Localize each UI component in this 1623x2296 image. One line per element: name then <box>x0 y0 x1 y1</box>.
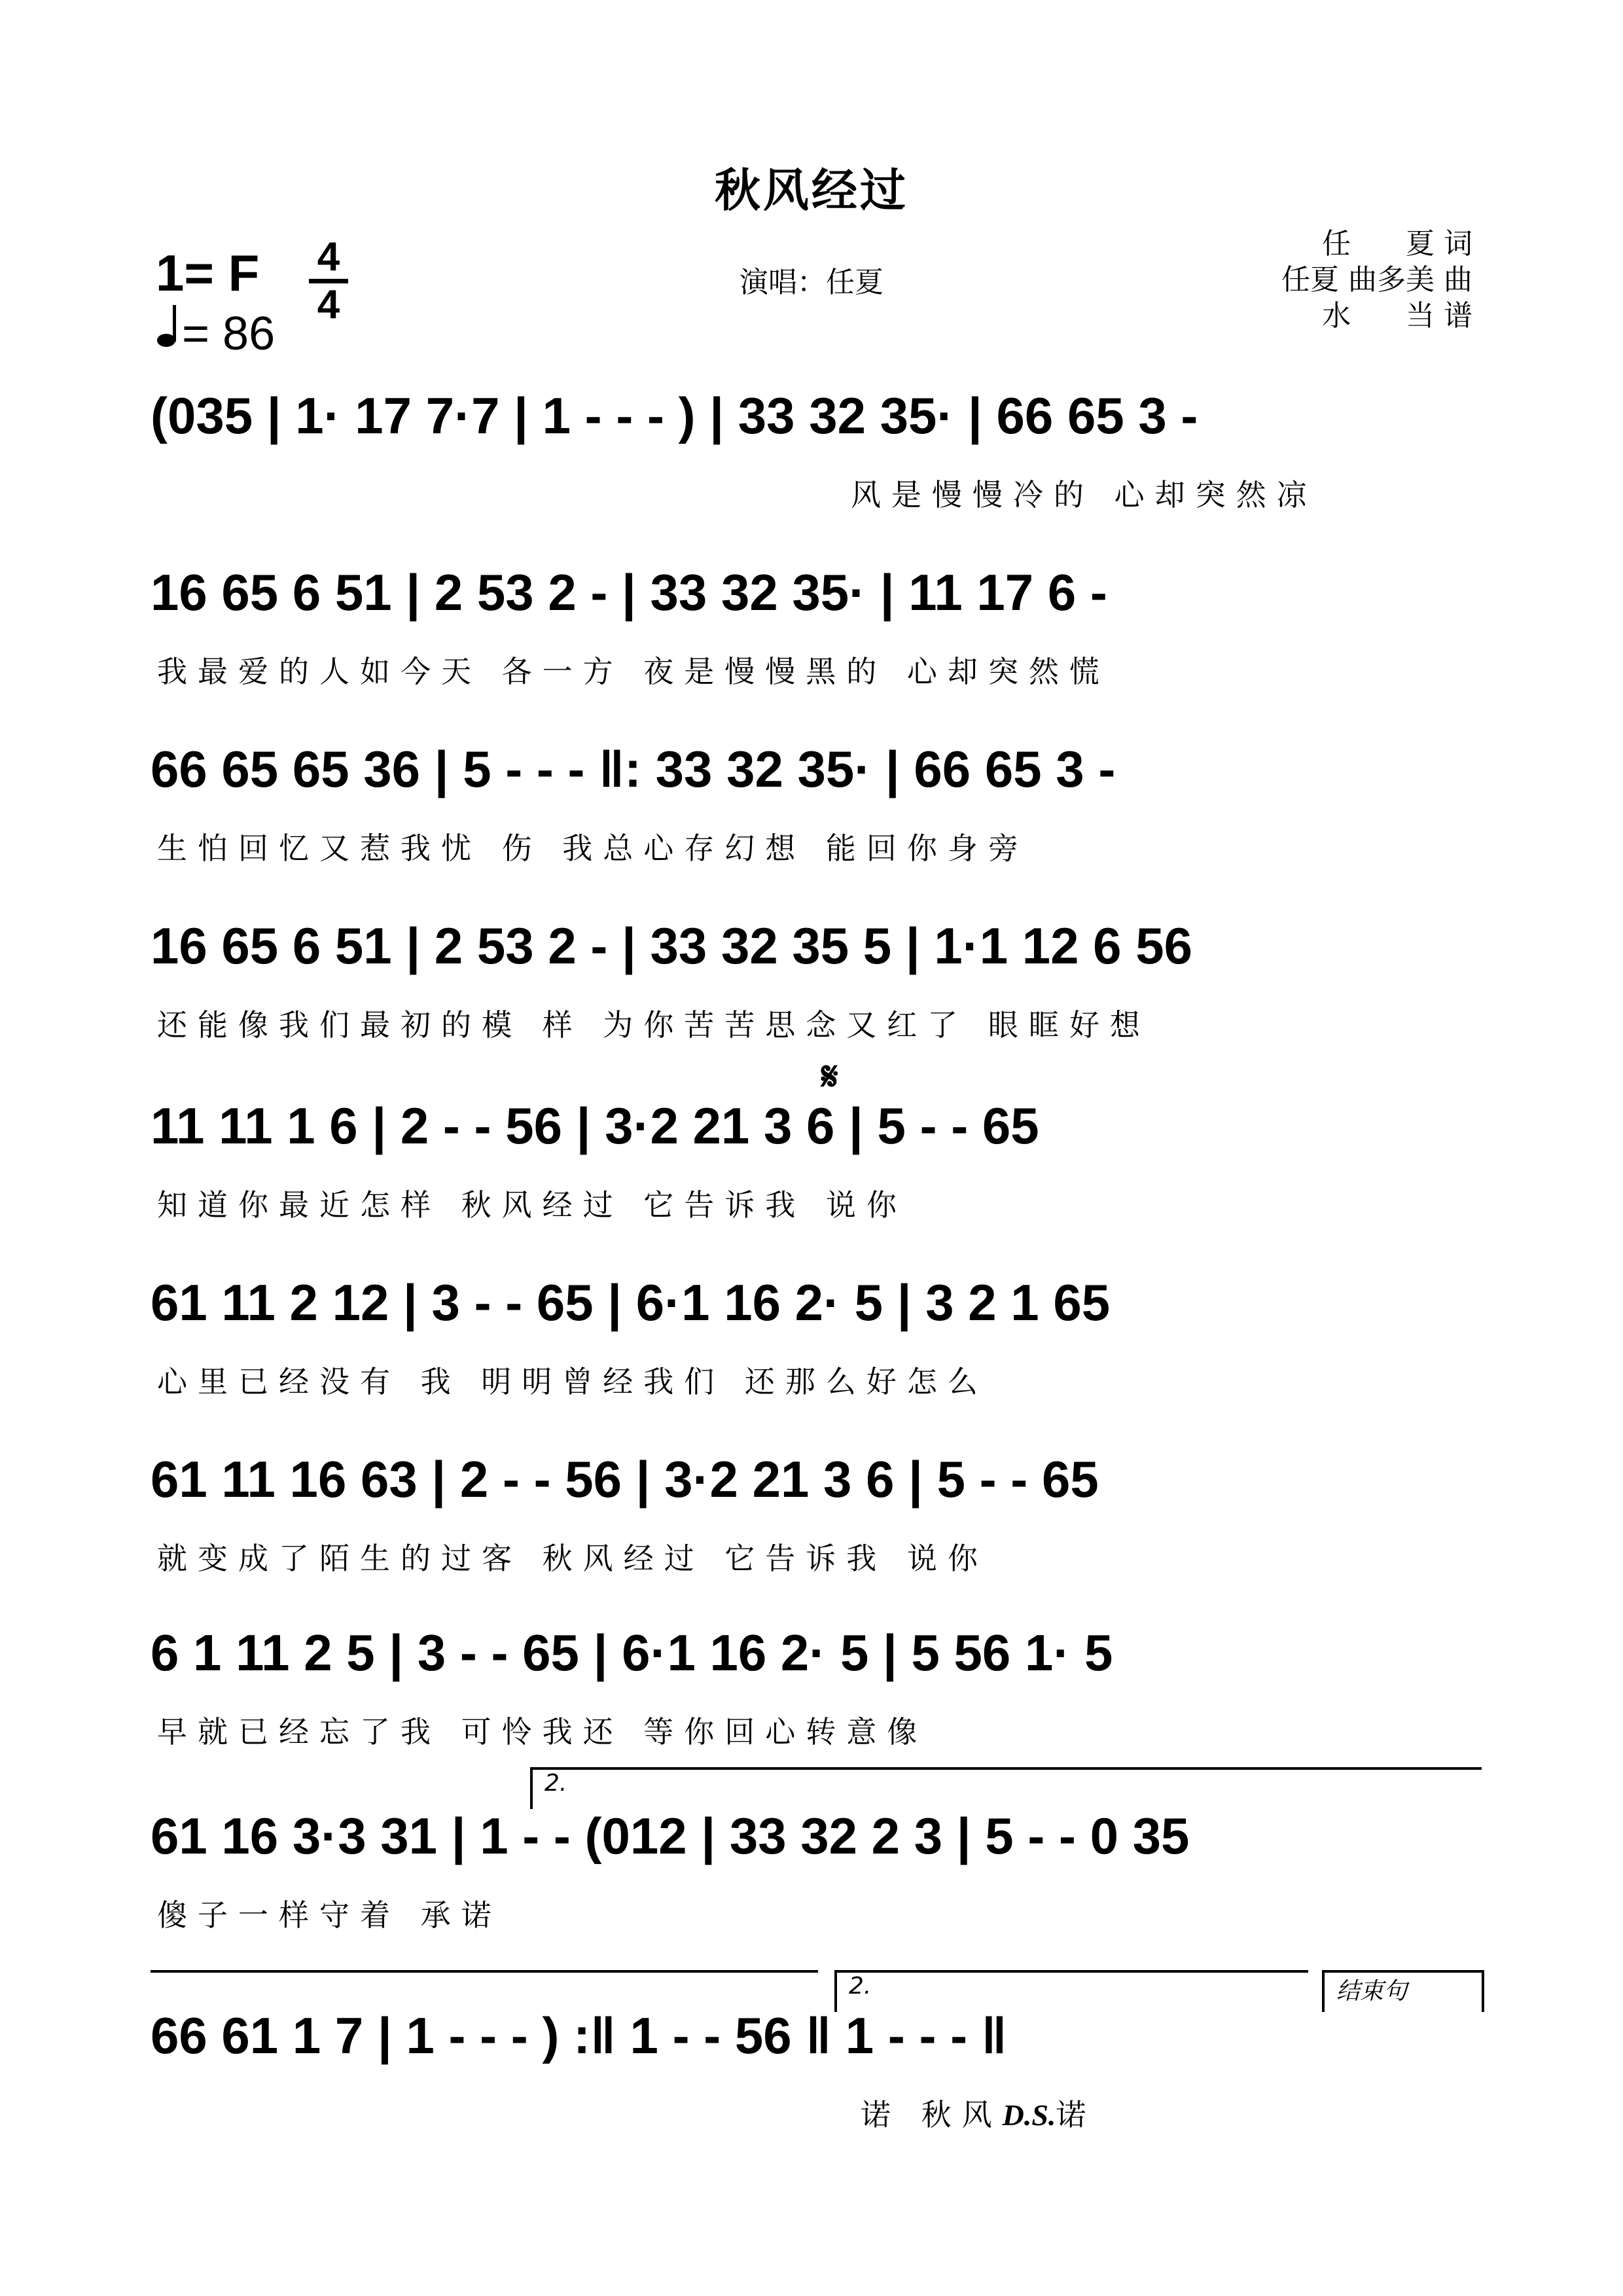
notes-line: 66 65 65 36 | 5 - - - ‖: 33 32 35· | 66 65 3 - <box>151 740 1116 798</box>
tempo-marking <box>156 302 275 361</box>
lyrics-line: 我最爱的人如今天 各一方 夜是慢慢黑的 心却突然慌 <box>157 654 1110 689</box>
credits <box>1281 226 1472 334</box>
volta-label: 结束句 <box>1336 1978 1408 2005</box>
notes-line: (035 | 1· 17 7·7 | 1 - - - ) | 33 32 35· | 66 65 3 - <box>151 387 1198 444</box>
lyrics-line: 生怕回忆又惹我忧 伤 我总心存幻想 能回你身旁 <box>157 831 1029 866</box>
volta-label: 2. <box>849 1973 872 2000</box>
notes-line: 66 61 1 7 | 1 - - - ) :‖ 1 - - 56 ‖ 1 - - - ‖ <box>151 2007 1007 2064</box>
lyrics-line: 傻子一样守着 承诺 <box>157 1897 502 1933</box>
lyrics-line: 风是慢慢冷的 心却突然凉 <box>851 477 1317 512</box>
score-row-5 <box>151 1054 1479 1260</box>
score-row-9 <box>151 1770 1479 1970</box>
credit-music: 任夏 曲多美 曲 <box>1281 263 1472 296</box>
volta-label: 2. <box>544 1770 567 1797</box>
lyrics-line: 早就已经忘了我 可怜我还 等你回心转意像 <box>157 1714 928 1749</box>
notes-line: 16 65 6 51 | 2 53 2 - | 33 32 35· | 11 17 6 - <box>151 564 1107 621</box>
notes-line: 61 16 3·3 31 | 1 - - (012 | 33 32 2 3 | 5 - - 0 35 <box>151 1807 1190 1865</box>
lyrics-line: 知道你最近怎样 秋风经过 它告诉我 说你 <box>157 1187 907 1223</box>
notes-line: 6 1 11 2 5 | 3 - - 65 | 6·1 16 2· 5 | 5 56 1· 5 <box>151 1624 1113 1681</box>
key-signature: 1= F <box>156 244 260 302</box>
time-signature-top: 4 <box>317 234 340 279</box>
lyrics-end: 诺 <box>1056 2097 1097 2132</box>
score-row-10 <box>151 1973 1479 2170</box>
time-signature <box>309 234 348 327</box>
score-row-4 <box>151 910 1479 1080</box>
time-signature-bottom: 4 <box>317 282 340 327</box>
notes-line: 61 11 16 63 | 2 - - 56 | 3·2 21 3 6 | 5 - - 65 <box>151 1450 1099 1508</box>
tempo-value: = 86 <box>182 308 276 360</box>
lyrics-line: 心里已经没有 我 明明曾经我们 还那么好怎么 <box>157 1364 988 1399</box>
score-row-3 <box>151 733 1479 903</box>
singer-credit: 演唱：任夏 <box>740 266 883 299</box>
lyrics-text: 诺 秋风 <box>861 2097 1003 2132</box>
notes-line: 11 11 1 6 | 2 - - 56 | 3·2 21 3 6 | 5 - - 65 <box>151 1097 1039 1155</box>
lyrics-line: 还能像我们最初的模 样 为你苦苦思念又红了 眼眶好想 <box>157 1007 1150 1043</box>
score-row-1 <box>151 380 1479 550</box>
score-row-2 <box>151 556 1479 726</box>
lyrics-line <box>861 2091 1450 2134</box>
credit-score: 水 当 谱 <box>1322 299 1472 332</box>
quarter-note-icon <box>156 302 182 350</box>
score-row-8 <box>151 1617 1479 1787</box>
credit-lyrics: 任 夏 词 <box>1322 227 1472 260</box>
notes-line: 61 11 2 12 | 3 - - 65 | 6·1 16 2· 5 | 3 2 1 65 <box>151 1274 1111 1331</box>
score-row-7 <box>151 1443 1479 1613</box>
segno-icon: 𝄋 <box>821 1054 838 1100</box>
notes-line: 16 65 6 51 | 2 53 2 - | 33 32 35 5 | 1·1 12 6 56 <box>151 917 1192 975</box>
page-title: 秋风经过 <box>715 164 908 217</box>
ds-marking: D.S. <box>1002 2098 1056 2132</box>
lyrics-line: 就变成了陌生的过客 秋风经过 它告诉我 说你 <box>157 1541 988 1576</box>
score-row-6 <box>151 1266 1479 1437</box>
